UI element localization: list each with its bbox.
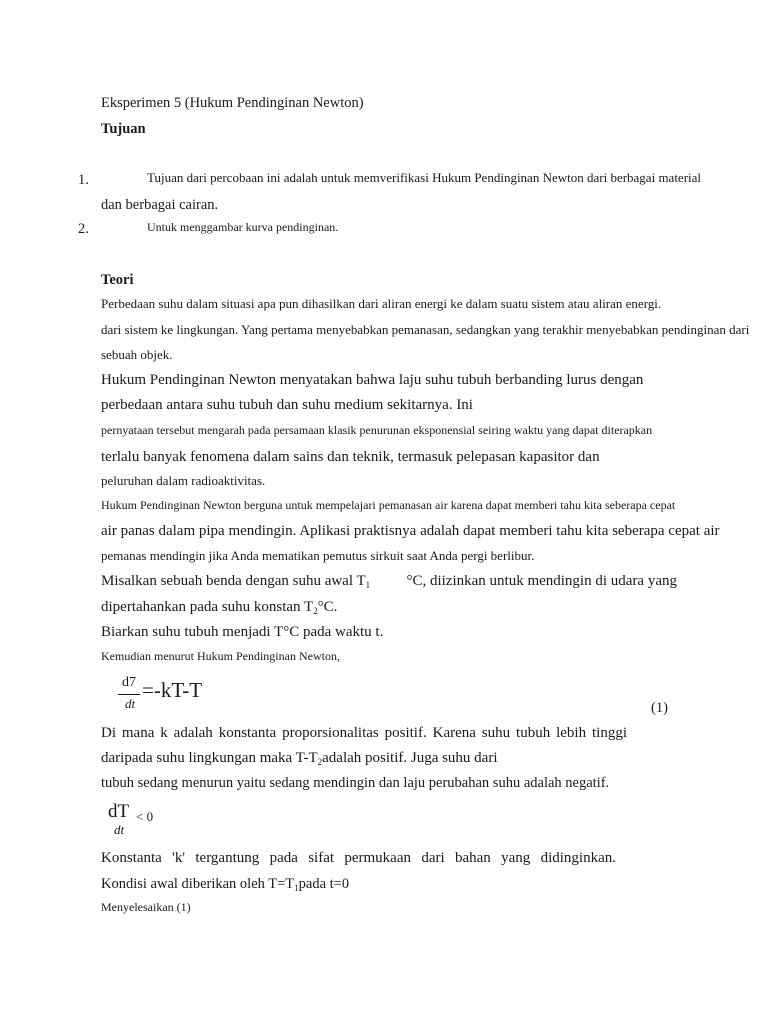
konstanta-line: Konstanta 'k' tergantung pada sifat permukaan dari bahan yang didinginkan. [101,850,616,866]
biarkan-line: Biarkan suhu tubuh menjadi T°C pada waktu t. [101,624,384,640]
equation-1-label: (1) [651,700,668,716]
paragraph-line: peluruhan dalam radioaktivitas. [101,473,266,488]
list-item-2: Untuk menggambar kurva pendinginan. [147,220,339,234]
tubuh-line: tubuh sedang menurun yaitu sedang mendingin dan laju perubahan suhu adalah negatif. [101,775,610,791]
misalkan-line: Misalkan sebuah benda dengan suhu awal $T_1$ °C, diizinkan untuk mendingin di udara yang [101,573,677,590]
paragraph-line: sebuah objek. [101,347,173,362]
document-title: Eksperimen 5 (Hukum Pendinginan Newton) [101,95,364,111]
kemudian-line: Kemudian menurut Hukum Pendinginan Newton, [101,649,340,663]
eq2-numerator: dT [108,801,130,822]
list-item-1-continuation: dan berbagai cairan. [101,197,219,213]
paragraph-line: air panas dalam pipa mendingin. Aplikasi praktisnya adalah dapat memberi tahu kita seberapa cepat air [101,523,720,539]
paragraph-line: Perbedaan suhu dalam situasi apa pun dihasilkan dari aliran energi ke dalam suatu sistem atau aliran energi. [101,296,662,311]
eq1-numerator: d7 [122,675,136,690]
paragraph-line: pernyataan tersebut mengarah pada persamaan klasik penurunan eksponensial seiring waktu yang dapat diterapkan [101,423,653,437]
eq1-rhs: =-kT-T [142,678,203,702]
list-number-1: 1. [78,172,89,188]
eq2-rhs: < 0 [136,809,154,824]
eq2-denominator: dt [114,822,125,837]
dimana-line: Di mana k adalah konstanta proporsionalitas positif. Karena suhu tubuh lebih tinggi [101,725,627,741]
paragraph-line: dari sistem ke lingkungan. Yang pertama menyebabkan pemanasan, sedangkan yang terakhir menyebabkan pendinginan dari [101,322,750,337]
eq1-fraction-bar [118,694,140,695]
paragraph-line: Hukum Pendinginan Newton berguna untuk mempelajari pemanasan air karena dapat memberi tahu kita seberapa cepat [101,498,676,512]
list-number-2: 2. [78,221,89,237]
paragraph-line: Hukum Pendinginan Newton menyatakan bahwa laju suhu tubuh berbanding lurus dengan [101,372,644,388]
daripada-line: daripada suhu lingkungan maka $T-T_2adalah$ positif. Juga suhu dari [101,750,498,767]
dipertahankan-line: dipertahankan pada suhu konstan $T_2^\circ C$. [101,599,338,616]
kondisi-line: Kondisi awal diberikan oleh $T=T_1pada$ t=0 [101,876,350,893]
paragraph-line: terlalu banyak fenomena dalam sains dan teknik, termasuk pelepasan kapasitor dan [101,449,600,465]
teori-heading: Teori [101,272,134,288]
list-item-1: Tujuan dari percobaan ini adalah untuk memverifikasi Hukum Pendinginan Newton dari berbagai material [147,170,702,185]
paragraph-line: perbedaan antara suhu tubuh dan suhu medium sekitarnya. Ini [101,397,473,413]
eq1-denominator: dt [124,696,136,711]
tujuan-heading: Tujuan [101,121,146,137]
paragraph-line: pemanas mendingin jika Anda mematikan pemutus sirkuit saat Anda pergi berlibur. [101,548,535,563]
menyelesaikan-line: Menyelesaikan (1) [101,900,191,914]
